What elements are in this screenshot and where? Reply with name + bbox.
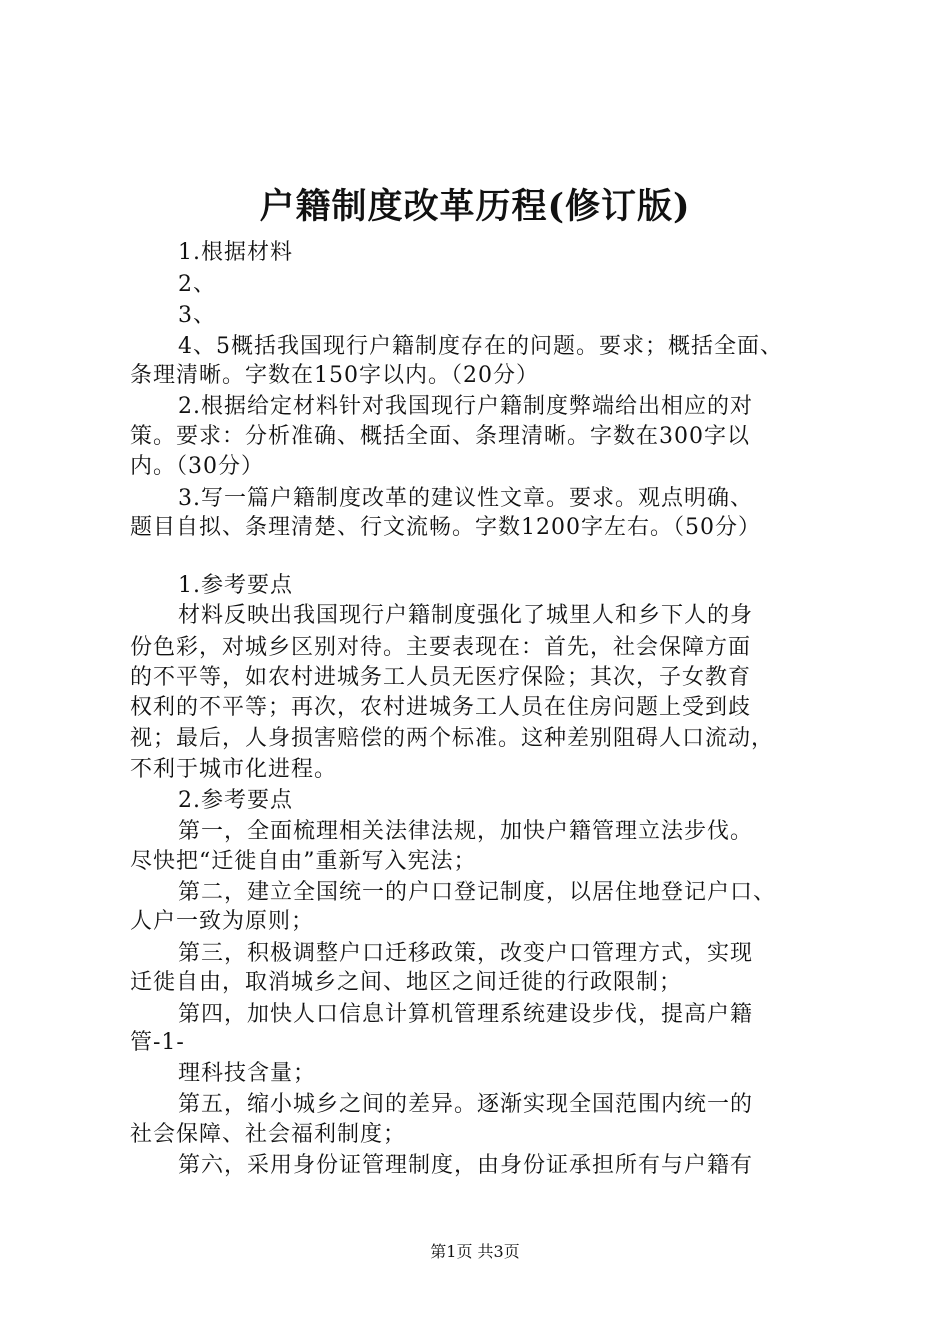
text-line: 1.根据材料 <box>178 240 293 265</box>
text-line: 3.写一篇户籍制度改革的建议性文章。要求。观点明确、 <box>178 486 753 511</box>
text-line: 3、 <box>178 303 216 328</box>
text-line: 材料反映出我国现行户籍制度强化了城里人和乡下人的身 <box>178 603 754 628</box>
text-line: 2.参考要点 <box>178 788 293 813</box>
text-line: 2.根据给定材料针对我国现行户籍制度弊端给出相应的对 <box>178 394 753 419</box>
text-line: 人户一致为原则； <box>130 909 315 934</box>
document-title: 户籍制度改革历程(修订版) <box>259 186 691 227</box>
text-line: 第二，建立全国统一的户口登记制度，以居住地登记户口、 <box>178 880 777 905</box>
text-line: 策。要求：分析准确、概括全面、条理清晰。字数在300字以 <box>130 424 750 449</box>
text-line: 第三，积极调整户口迁移政策，改变户口管理方式，实现 <box>178 941 754 966</box>
text-line: 题目自拟、条理清楚、行文流畅。字数1200字左右。（50分） <box>130 515 761 540</box>
text-line: 第六，采用身份证管理制度，由身份证承担所有与户籍有 <box>178 1153 754 1178</box>
text-line: 份色彩，对城乡区别对待。主要表现在：首先，社会保障方面 <box>130 635 752 660</box>
text-line: 管-1- <box>130 1030 185 1055</box>
text-line: 4、5概括我国现行户籍制度存在的问题。要求；概括全面、 <box>178 334 783 359</box>
text-line: 不利于城市化进程。 <box>130 757 338 782</box>
page-footer: 第1页 共3页 <box>430 1242 520 1261</box>
text-line: 1.参考要点 <box>178 573 293 598</box>
text-line: 条理清晰。字数在150字以内。（20分） <box>130 363 539 388</box>
text-line: 理科技含量； <box>178 1061 317 1086</box>
text-line: 社会保障、社会福利制度； <box>130 1122 407 1147</box>
text-line: 2、 <box>178 272 216 297</box>
text-line: 的不平等，如农村进城务工人员无医疗保险；其次，子女教育 <box>130 665 752 690</box>
text-line: 权利的不平等；再次，农村进城务工人员在住房问题上受到歧 <box>130 695 752 720</box>
text-line: 尽快把“迁徙自由”重新写入宪法； <box>130 849 477 874</box>
text-line: 第五，缩小城乡之间的差异。逐渐实现全国范围内统一的 <box>178 1092 754 1117</box>
text-line: 视；最后，人身损害赔偿的两个标准。这种差别阻碍人口流动， <box>130 726 775 751</box>
text-line: 第一，全面梳理相关法律法规，加快户籍管理立法步伐。 <box>178 819 754 844</box>
text-line: 迁徙自由，取消城乡之间、地区之间迁徙的行政限制； <box>130 970 683 995</box>
text-line: 内。（30分） <box>130 454 264 479</box>
text-line: 第四，加快人口信息计算机管理系统建设步伐，提高户籍 <box>178 1002 754 1027</box>
